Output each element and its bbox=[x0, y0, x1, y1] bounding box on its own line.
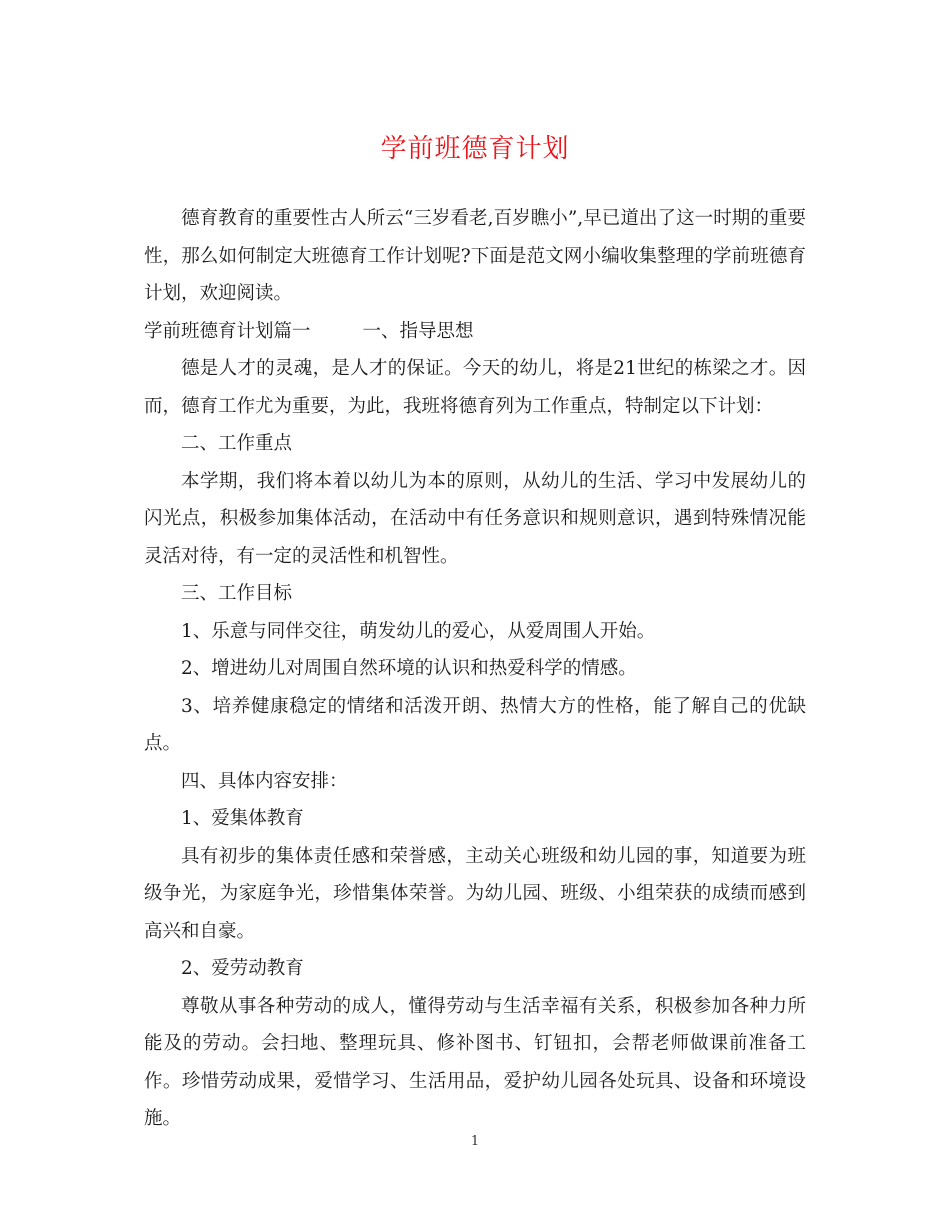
list-item: 1、乐意与同伴交往，萌发幼儿的爱心，从爱周围人开始。 bbox=[181, 620, 656, 642]
document-title: 学前班德育计划 bbox=[380, 134, 570, 164]
section-heading-line bbox=[144, 313, 806, 351]
paragraph: 尊敬从事各种劳动的成人，懂得劳动与生活幸福有关系，积极参加各种力所能及的劳动。会扫地、整理玩具、修补图书、钉钮扣，会帮老师做课前准备工作。珍惜劳动成果，爱惜学习、生活用品，爱护幼儿园各处玩具、设备和环境设施。 bbox=[144, 995, 806, 1129]
list-item: 3、培养健康稳定的情绪和活泼开朗、热情大方的性格，能了解自己的优缺点。 bbox=[144, 695, 806, 754]
page-number: 1 bbox=[470, 1134, 480, 1149]
heading: 四、具体内容安排： bbox=[181, 770, 348, 792]
section-title: 学前班德育计划篇一 bbox=[144, 320, 311, 342]
section-subtitle: 一、指导思想 bbox=[362, 320, 474, 342]
paragraph: 本学期，我们将本着以幼儿为本的原则，从幼儿的生活、学习中发展幼儿的闪光点，积极参加集体活动，在活动中有任务意识和规则意识，遇到特殊情况能灵活对待，有一定的灵活性和机智性。 bbox=[144, 470, 806, 567]
intro-paragraph: 德育教育的重要性古人所云“三岁看老,百岁瞧小”,早已道出了这一时期的重要性，那么如何制定大班德育工作计划呢?下面是范文网小编收集整理的学前班德育计划，欢迎阅读。 bbox=[144, 208, 806, 304]
heading: 三、工作目标 bbox=[181, 583, 293, 604]
subheading: 2、爱劳动教育 bbox=[181, 958, 304, 979]
paragraph: 德是人才的灵魂，是人才的保证。今天的幼儿，将是21世纪的栋梁之才。因而，德育工作尤为重要，为此，我班将德育列为工作重点，特制定以下计划： bbox=[144, 358, 806, 417]
paragraph: 具有初步的集体责任感和荣誉感，主动关心班级和幼儿园的事，知道要为班级争光，为家庭争光，珍惜集体荣誉。为幼儿园、班级、小组荣获的成绩而感到高兴和自豪。 bbox=[144, 845, 806, 942]
document-body bbox=[144, 200, 806, 1138]
list-item: 2、增进幼儿对周围自然环境的认识和热爱科学的情感。 bbox=[181, 658, 637, 679]
heading: 二、工作重点 bbox=[181, 433, 293, 454]
subheading: 1、爱集体教育 bbox=[181, 808, 304, 829]
